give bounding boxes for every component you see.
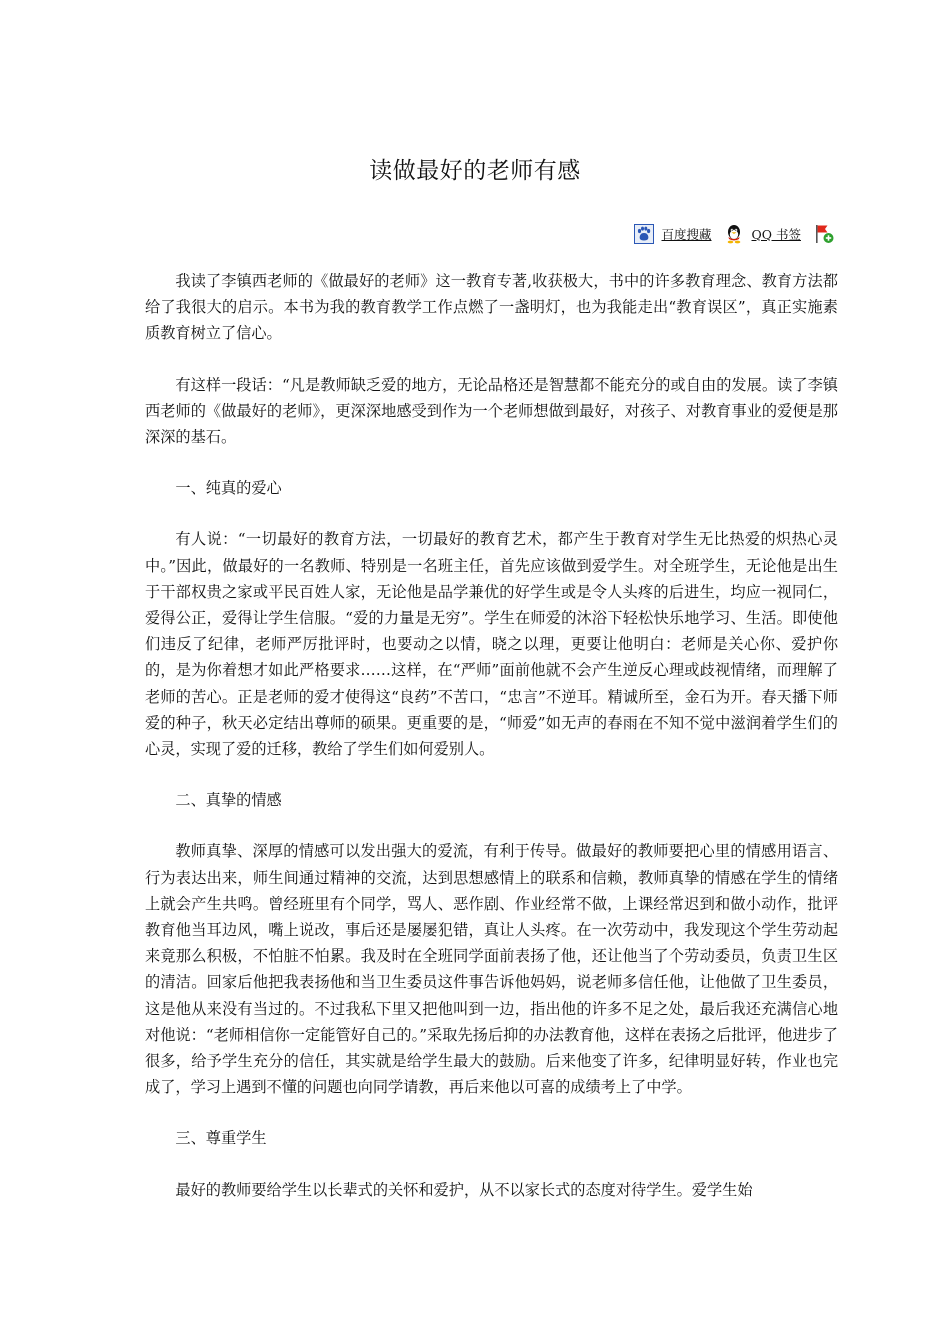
section-heading: 二、真挚的情感	[175, 791, 282, 810]
qq-bookmark-link[interactable]	[724, 224, 801, 244]
baidu-bookmark-link[interactable]	[634, 224, 712, 244]
add-bookmark-flag-icon[interactable]	[813, 223, 835, 245]
paragraph: 我读了李镇西老师的《做最好的老师》这一教育专著,收获极大，书中的许多教育理念、教育方法都给了我很大的启示。本书为我的教育教学工作点燃了一盏明灯，也为我能走出“教育误区”，真正实施素质教育树立了信心。	[145, 272, 838, 343]
article-body	[145, 268, 838, 1228]
paragraph: 教师真挚、深厚的情感可以发出强大的爱流，有利于传导。做最好的教师要把心里的情感用语言、行为表达出来，师生间通过精神的交流，达到思想感情上的联系和信赖，教师真挚的情感在学生的情绪上就会产生共鸣。曾经班里有个同学，骂人、恶作剧、作业经常不做，上课经常迟到和做小动作，批评教育他当耳边风，嘴上说改，事后还是屡屡犯错，真让人头疼。在一次劳动中，我发现这个学生劳动起来竟那么积极，不怕脏不怕累。我及时在全班同学面前表扬了他，还让他当了个劳动委员，负责卫生区的清洁。回家后他把我表扬他和当卫生委员这件事告诉他妈妈，说老师多信任他，让他做了卫生委员，这是他从来没有当过的。不过我私下里又把他叫到一边，指出他的许多不足之处，最后我还充满信心地对他说：“老师相信你一定能管好自己的。”采取先扬后抑的办法教育他，这样在表扬之后批评，他进步了很多，给予学生充分的信任，其实就是给学生最大的鼓励。后来他变了许多，纪律明显好转，作业也完成了，学习上遇到不懂的问题也向同学请教，再后来他以可喜的成绩考上了中学。	[145, 842, 838, 1097]
qq-bookmark-label: QQ 书签	[751, 227, 801, 242]
bookmark-toolbar	[634, 222, 836, 246]
page-title: 读做最好的老师有感	[369, 158, 581, 184]
section-heading: 一、纯真的爱心	[175, 479, 282, 498]
section-heading: 三、尊重学生	[175, 1129, 267, 1148]
qq-penguin-icon	[724, 224, 744, 244]
baidu-bookmark-label: 百度搜藏	[661, 227, 712, 242]
baidu-paw-icon	[634, 224, 654, 244]
paragraph: 有这样一段话：“凡是教师缺乏爱的地方，无论品格还是智慧都不能充分的或自由的发展。读了李镇西老师的《做最好的老师》，更深深地感受到作为一个老师想做到最好，对孩子、对教育事业的爱便是那深深的基石。	[145, 375, 838, 447]
paragraph: 有人说：“一切最好的教育方法，一切最好的教育艺术，都产生于教育对学生无比热爱的炽热心灵中。”因此，做最好的一名教师、特别是一名班主任，首先应该做到爱学生。对全班学生，无论他是出生于干部权贵之家或平民百姓人家，无论他是品学兼优的好学生或是令人头疼的后进生，均应一视同仁，爱得公正，爱得让学生信服。“爱的力量是无穷”。学生在师爱的沐浴下轻松快乐地学习、生活。即使他们违反了纪律，老师严厉批评时，也要动之以情，晓之以理，更要让他明白：老师是关心你、爱护你的，是为你着想才如此严格要求……这样，在“严师”面前他就不会产生逆反心理或歧视情绪，而理解了老师的苦心。正是老师的爱才使得这“良药”不苦口，“忠言”不逆耳。精诚所至，金石为开。春天播下师爱的种子，秋天必定结出尊师的硕果。更重要的是，“师爱”如无声的春雨在不知不觉中滋润着学生们的心灵，实现了爱的迁移，教给了学生们如何爱别人。	[145, 530, 838, 759]
paragraph: 最好的教师要给学生以长辈式的关怀和爱护，从不以家长式的态度对待学生。爱学生始	[175, 1180, 753, 1199]
